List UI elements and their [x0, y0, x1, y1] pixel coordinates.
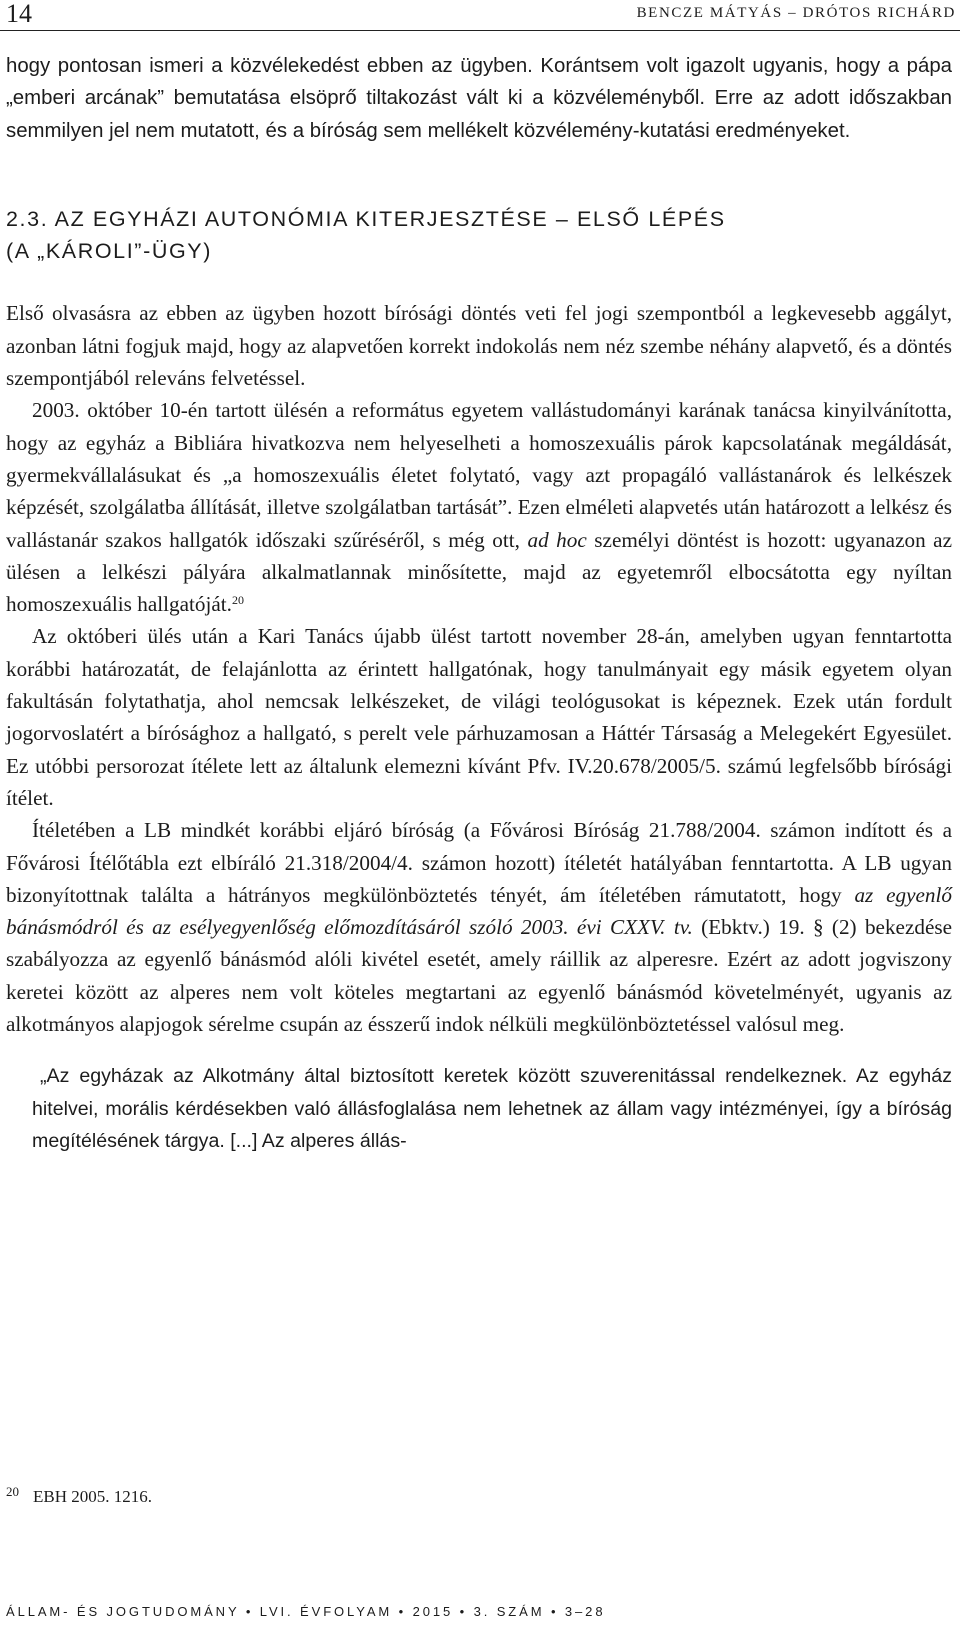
- footnote: [6, 1484, 152, 1507]
- paragraph-4: [6, 814, 952, 1040]
- paragraph-2-italic: ad hoc: [527, 527, 587, 552]
- paragraph-4-text-b: (Ebktv.) 19. § (2) bekezdése szabályozza az egyenlő bánásmód alóli kivétel esetét, amely ráillik az alperesre. Ezért az adott jogviszony keretei között az alperes nem volt köteles megtartani az egyenlő bánásmód követelményét, ugyanis az alkotmányos alapjogok sérelme csupán az ésszerű indok nélküli megkülönböztetéssel valósul meg.: [6, 915, 952, 1037]
- continuation-paragraph: hogy pontosan ismeri a közvélekedést ebben az ügyben. Korántsem volt igazolt ugyanis, hogy a pápa „emberi arcának” bemutatása elsöprő tiltakozást vált ki a közvéleményből. Erre az adott időszakban semmilyen jel nem mutatott, és a bíróság sem mellékelt közvélemény-kutatási eredményeket.: [6, 55, 952, 142]
- running-footer: ÁLLAM- ÉS JOGTUDOMÁNY • LVI. ÉVFOLYAM • 2015 • 3. SZÁM • 3–28: [6, 1604, 606, 1619]
- running-header-authors: BENCZE MÁTYÁS – DRÓTOS RICHÁRD: [636, 5, 956, 21]
- section-heading-title: 2.3. AZ EGYHÁZI AUTONÓMIA KITERJESZTÉSE – ELSŐ LÉPÉS: [6, 206, 726, 231]
- block-quote: [32, 1060, 952, 1157]
- paragraph-1: Első olvasásra az ebben az ügyben hozott bírósági döntés veti fel jogi szempontból a legkevesebb aggályt, azonban látni fogjuk majd, hogy az alapvetően korrekt indokolás nem néz szembe néhány alapvető, és a döntés szempontjából releváns felvetéssel.: [6, 301, 952, 391]
- footnote-mark: 20: [6, 1484, 19, 1499]
- paragraph-4-law-title: az egyenlő bánásmódról és az esélyegyenlőség előmozdításáról szóló 2003. évi CXXV. tv.: [6, 882, 952, 940]
- footnote-text: EBH 2005. 1216.: [33, 1487, 152, 1506]
- block-quote-text: „Az egyházak az Alkotmány által biztosított keretek között szuverenitással rendelkeznek. Az egyház hitelvei, morális kérdésekben való állásfoglalása nem lehetnek az állam vagy intézményei, így a bíróság megítélésének tárgya. [...] Az alperes állás-: [32, 1065, 952, 1152]
- paragraph-2-text-b: személyi döntést is hozott: ugyanazon az ülésen a lelkészi pályára alkalmatlannak minősítette, majd az egyetemről elbocsátotta egy nyíltan homoszexuális hallgatóját.: [6, 527, 952, 617]
- paragraph-4-text-a: Ítéletében a LB mindkét korábbi eljáró bíróság (a Fővárosi Bíróság 21.788/2004. számon indított és a Fővárosi Ítélőtábla ezt elbíráló 21.318/2004/4. számon hozott) ítéletét hatályában fenntartotta. A LB ugyan bizonyítottnak találta a hátrányos megkülönböztetés tényét, ám ítéletében rámutatott, hogy: [6, 818, 952, 907]
- paragraph-2-text-a: 2003. október 10-én tartott ülésén a református egyetem vallástudományi karának tanácsa kinyilvánította, hogy az egyház a Bibliára hivatkozva nem helyeselheti a homoszexuális párok kapcsolatának megáldását, gyermekvállalásukat és „a homoszexuális életet folytató, vagy azt propagáló vallástanárok és lelkészek képzését, szolgálatba állítását, illetve szolgálatban tartását”. Ezen elméleti alapvetés után határozott a lelkész és vallástanár szakos hallgatók időszaki szűréséről, s még ott,: [6, 398, 952, 552]
- section-heading: [6, 203, 952, 268]
- page-number: 14: [6, 0, 32, 28]
- paragraph-2: [6, 394, 952, 620]
- section-heading-subtitle: (A „KÁROLI”-ÜGY): [6, 239, 212, 264]
- paragraph-3: Az októberi ülés után a Kari Tanács újabb ülést tartott november 28-án, amelyben ugyan fenntartotta korábbi határozatát, de felajánlotta az érintett hallgatónak, hogy tanulmányait egy másik egyetem olyan fakultásán folytathatja, ahol nemcsak lelkészeket, de világi teológusokat is képeznek. Ezek után fordult jogorvoslatért a bírósághoz a hallgató, s perelt vele párhuzamosan a Háttér Társaság a Melegekért Egyesület. Ez utóbbi persorozat ítélete lett az általunk elemezni kívánt Pfv. IV.20.678/2005/5. számú legfelsőbb bírósági ítélet.: [6, 624, 952, 810]
- body-text: [6, 50, 952, 1157]
- footnote-reference[interactable]: 20: [231, 593, 244, 608]
- running-header: [0, 0, 960, 31]
